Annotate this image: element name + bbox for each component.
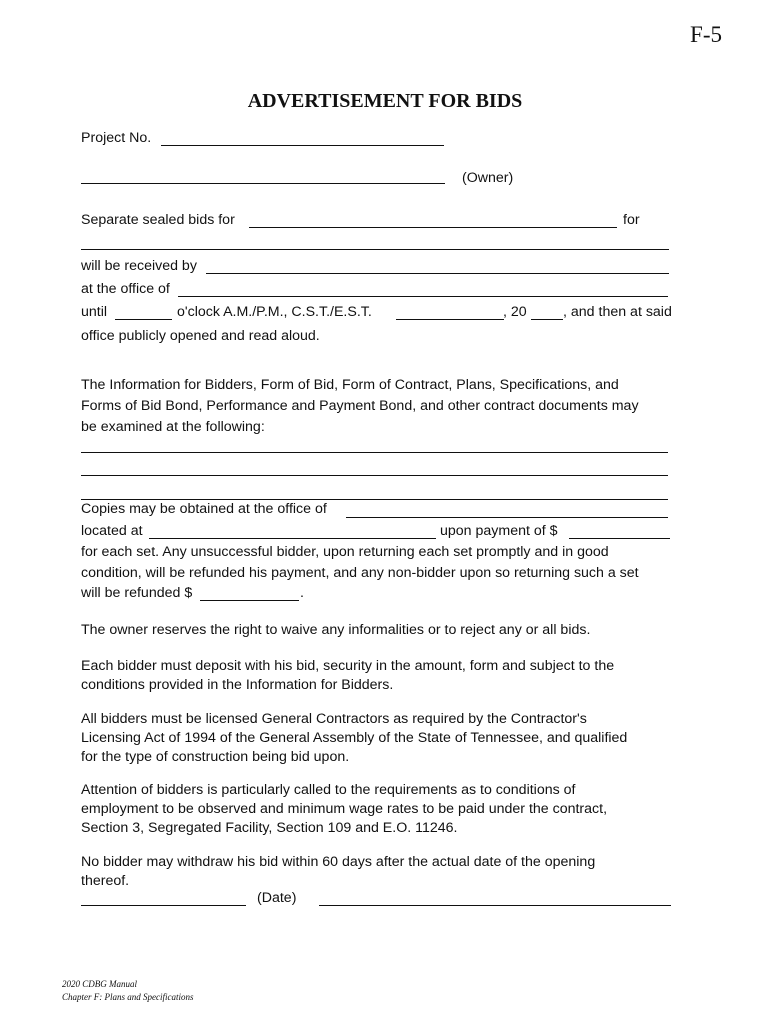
located-at-label: located at <box>81 523 143 539</box>
info-line-2: Forms of Bid Bond, Performance and Payment Bond, and other contract documents may <box>81 398 639 414</box>
attention-line-3: Section 3, Segregated Facility, Section 109 and E.O. 11246. <box>81 820 458 836</box>
reserve-text: The owner reserves the right to waive any informalities or to reject any or all bids. <box>81 622 591 638</box>
oclock-label: o'clock A.M./P.M., C.S.T./E.S.T. <box>177 304 372 320</box>
office-of-field[interactable] <box>178 296 668 297</box>
project-number-field[interactable] <box>161 145 444 146</box>
refunded-label: will be refunded $ <box>81 585 193 601</box>
office-of-label: at the office of <box>81 281 170 297</box>
license-line-2: Licensing Act of 1994 of the General Assembly of the State of Tennessee, and qualified <box>81 730 628 746</box>
date-day-field[interactable] <box>396 319 504 320</box>
owner-field[interactable] <box>81 183 445 184</box>
examine-location-field-1[interactable] <box>81 452 668 453</box>
attention-line-2: employment to be observed and minimum wage rates to be paid under the contract, <box>81 801 608 817</box>
separate-bids-label: Separate sealed bids for <box>81 212 235 228</box>
footer-chapter: Chapter F: Plans and Specifications <box>62 992 194 1002</box>
then-said-label: , and then at said <box>563 304 672 320</box>
copies-label: Copies may be obtained at the office of <box>81 501 327 517</box>
info-line-3: be examined at the following: <box>81 419 265 435</box>
received-by-label: will be received by <box>81 258 197 274</box>
refund-line-2: condition, will be refunded his payment, and any non-bidder upon so returning such a set <box>81 565 639 581</box>
upon-payment-label: upon payment of $ <box>440 523 558 539</box>
license-line-1: All bidders must be licensed General Contractors as required by the Contractor's <box>81 711 587 727</box>
refund-amount-field[interactable] <box>200 600 299 601</box>
refunded-end: . <box>300 585 304 601</box>
project-label: Project No. <box>81 130 152 146</box>
year-prefix: , 20 <box>503 304 527 320</box>
bids-for-field[interactable] <box>249 227 617 228</box>
date-field[interactable] <box>81 905 246 906</box>
copies-office-field[interactable] <box>346 517 668 518</box>
page-title: ADVERTISEMENT FOR BIDS <box>247 90 523 112</box>
signature-field[interactable] <box>319 905 671 906</box>
received-by-field[interactable] <box>206 273 669 274</box>
time-field[interactable] <box>115 319 172 320</box>
withdraw-line-1: No bidder may withdraw his bid within 60 days after the actual date of the opening <box>81 854 596 870</box>
owner-label: (Owner) <box>462 170 514 186</box>
opened-label: office publicly opened and read aloud. <box>81 328 320 344</box>
info-line-1: The Information for Bidders, Form of Bid, Form of Contract, Plans, Specifications, and <box>81 377 619 393</box>
payment-amount-field[interactable] <box>569 538 670 539</box>
attention-line-1: Attention of bidders is particularly called to the requirements as to conditions of <box>81 782 576 798</box>
located-at-field[interactable] <box>149 538 436 539</box>
for-label: for <box>623 212 640 228</box>
examine-location-field-2[interactable] <box>81 475 668 476</box>
footer-manual: 2020 CDBG Manual <box>62 979 137 989</box>
withdraw-line-2: thereof. <box>81 873 130 889</box>
until-label: until <box>81 304 108 320</box>
refund-line-1: for each set. Any unsuccessful bidder, upon returning each set promptly and in good <box>81 544 609 560</box>
year-field[interactable] <box>531 319 563 320</box>
examine-location-field-3[interactable] <box>81 499 668 500</box>
bids-for-continuation-field[interactable] <box>81 249 669 250</box>
deposit-line-1: Each bidder must deposit with his bid, security in the amount, form and subject to the <box>81 658 615 674</box>
date-label: (Date) <box>257 890 297 906</box>
page-id: F-5 <box>690 22 722 47</box>
license-line-3: for the type of construction being bid upon. <box>81 749 350 765</box>
deposit-line-2: conditions provided in the Information for Bidders. <box>81 677 394 693</box>
